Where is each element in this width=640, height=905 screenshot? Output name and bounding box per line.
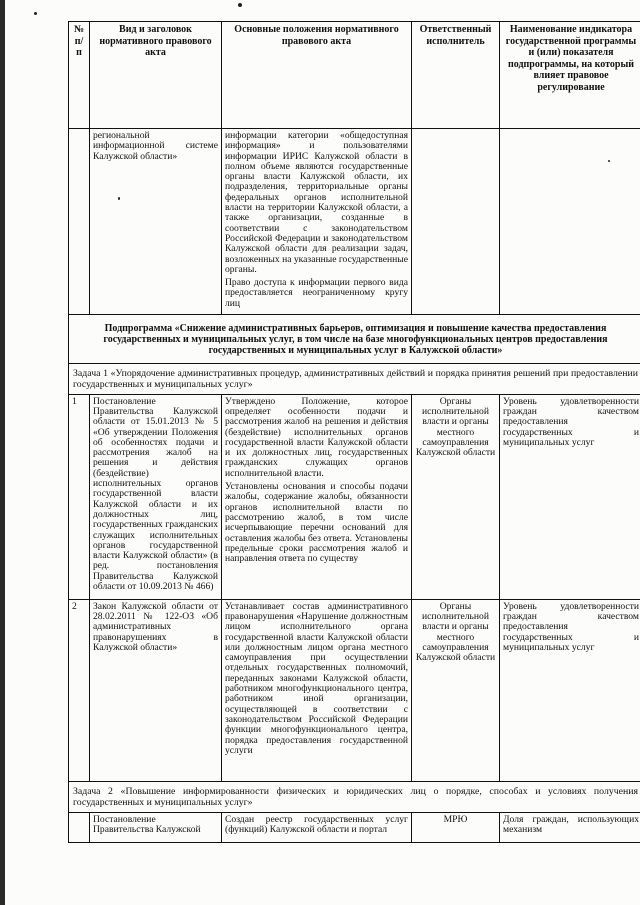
provisions-cell — [222, 394, 412, 599]
provisions-cell: Создан реестр государственных услуг (функций) Калужской области и портал — [222, 812, 412, 842]
header-number: № п/п — [69, 22, 90, 129]
task-2-title: Задача 2 «Повышение информированности физических и юридических лиц о порядке, способах и условиях получения государственных и муниципальных услуг» — [69, 781, 640, 812]
indicator-cell: Уровень удовлетворенности граждан качеством предоставления государственных и муниципальных услуг — [500, 394, 640, 599]
provisions-paragraph: Право доступа к информации первого вида предоставляется неограниченному кругу лиц — [225, 277, 408, 309]
indicator-cell: Доля граждан, использующих механизм — [500, 812, 640, 842]
executor-cell: Органы исполнительной власти и органы местного самоуправления Калужской области — [412, 599, 500, 781]
table-row — [69, 129, 640, 315]
indicator-cell: Уровень удовлетворенности граждан качеством предоставления государственных и муниципальных услуг — [500, 599, 640, 781]
task-row — [69, 363, 640, 394]
executor-cell: МРЮ — [412, 812, 500, 842]
header-provisions: Основные положения нормативного правового акта — [222, 22, 412, 129]
act-cell: Постановление Правительства Калужской области от 15.01.2013 № 5 «Об утверждении Положения об особенностях подачи и рассмотрения жалоб на решения и действия (бездействие) исполнительных органов государственной власти Калужской области и их должностных лиц, государственных гражданских служащих исполнительных органов государственной власти Калужской области» (в ред. постановления Правительства Калужской области от 10.09.2013 № 466) — [90, 394, 222, 599]
provisions-cell — [222, 129, 412, 315]
header-act: Вид и заголовок нормативного правового акта — [90, 22, 222, 129]
scan-speck — [238, 3, 242, 7]
provisions-cell: Устанавливает состав административного правонарушения «Нарушение должностным лицом исполнительного органа государственной власти Калужской области или должностным лицом органа местного самоуправления при осуществлении отдельных государственных полномочий, переданных законами Калужской области, работником многофункционального центра, работником иной организации, осуществляющей в соответствии с законодательством Российской Федерации функции многофункционального центра, порядка предоставления государственной услуги — [222, 599, 412, 781]
task-row — [69, 781, 640, 812]
table-row — [69, 599, 640, 781]
provisions-paragraph: Утверждено Положение, которое определяет особенности подачи и рассмотрения жалоб на решения и действия (бездействие) исполнительных органов государственной власти Калужской области и их должностных лиц, государственных гражданских служащих органов исполнительной власти. — [225, 395, 408, 479]
subprogram-title: Подпрограмма «Снижение административных барьеров, оптимизация и повышение качества предоставления государственных и муниципальных услуг, в том числе на базе многофункциональных центров предоставления государственных и муниципальных услуг в Калужской области» — [69, 315, 640, 364]
act-cell: Постановление Правительства Калужской — [90, 812, 222, 842]
act-cell: Закон Калужской области от 28.02.2011 № 122-ОЗ «Об административных правонарушениях в Калужской области» — [90, 599, 222, 781]
task-1-title: Задача 1 «Упорядочение административных процедур, административных действий и порядка принятия решений при предоставлении государственных и муниципальных услуг» — [69, 363, 640, 394]
row-number: 2 — [69, 599, 90, 781]
act-cell: региональной информационной системе Калужской области» — [90, 129, 222, 315]
row-number: 1 — [69, 394, 90, 599]
scan-edge — [0, 0, 5, 905]
executor-cell: Органы исполнительной власти и органы местного самоуправления Калужской области — [412, 394, 500, 599]
header-indicator: Наименование индикатора государственной программы и (или) показателя подпрограммы, на который влияет правовое регулирование — [500, 22, 640, 129]
table-row — [69, 394, 640, 599]
provisions-paragraph: Установлены основания и способы подачи жалобы, содержание жалобы, обязанности органов исполнительной власти по рассмотрению жалоб, в том числе исчерпывающие перечни оснований для оставления жалобы без ответа. Установлены предельные сроки рассмотрения жалоб и направления ответа по существу — [225, 481, 408, 565]
scan-speck — [34, 12, 37, 15]
program-acts-table — [68, 21, 640, 843]
table-header — [69, 22, 640, 129]
provisions-paragraph: информации категории «общедоступная информация» и пользователями информации ИРИС Калужской области в полном объеме являются государственные органы власти Калужской области, их подразделения, территориальные органы федеральных органов исполнительной власти на территории Калужской области, а также организации, созданные в соответствии с законодательством Российской Федерации и законодательством Калужской области для реализации задач, возложенных на указанные государственные органы. — [225, 130, 408, 275]
header-executor: Ответственный исполнитель — [412, 22, 500, 129]
subprogram-row — [69, 315, 640, 364]
table-row — [69, 812, 640, 842]
